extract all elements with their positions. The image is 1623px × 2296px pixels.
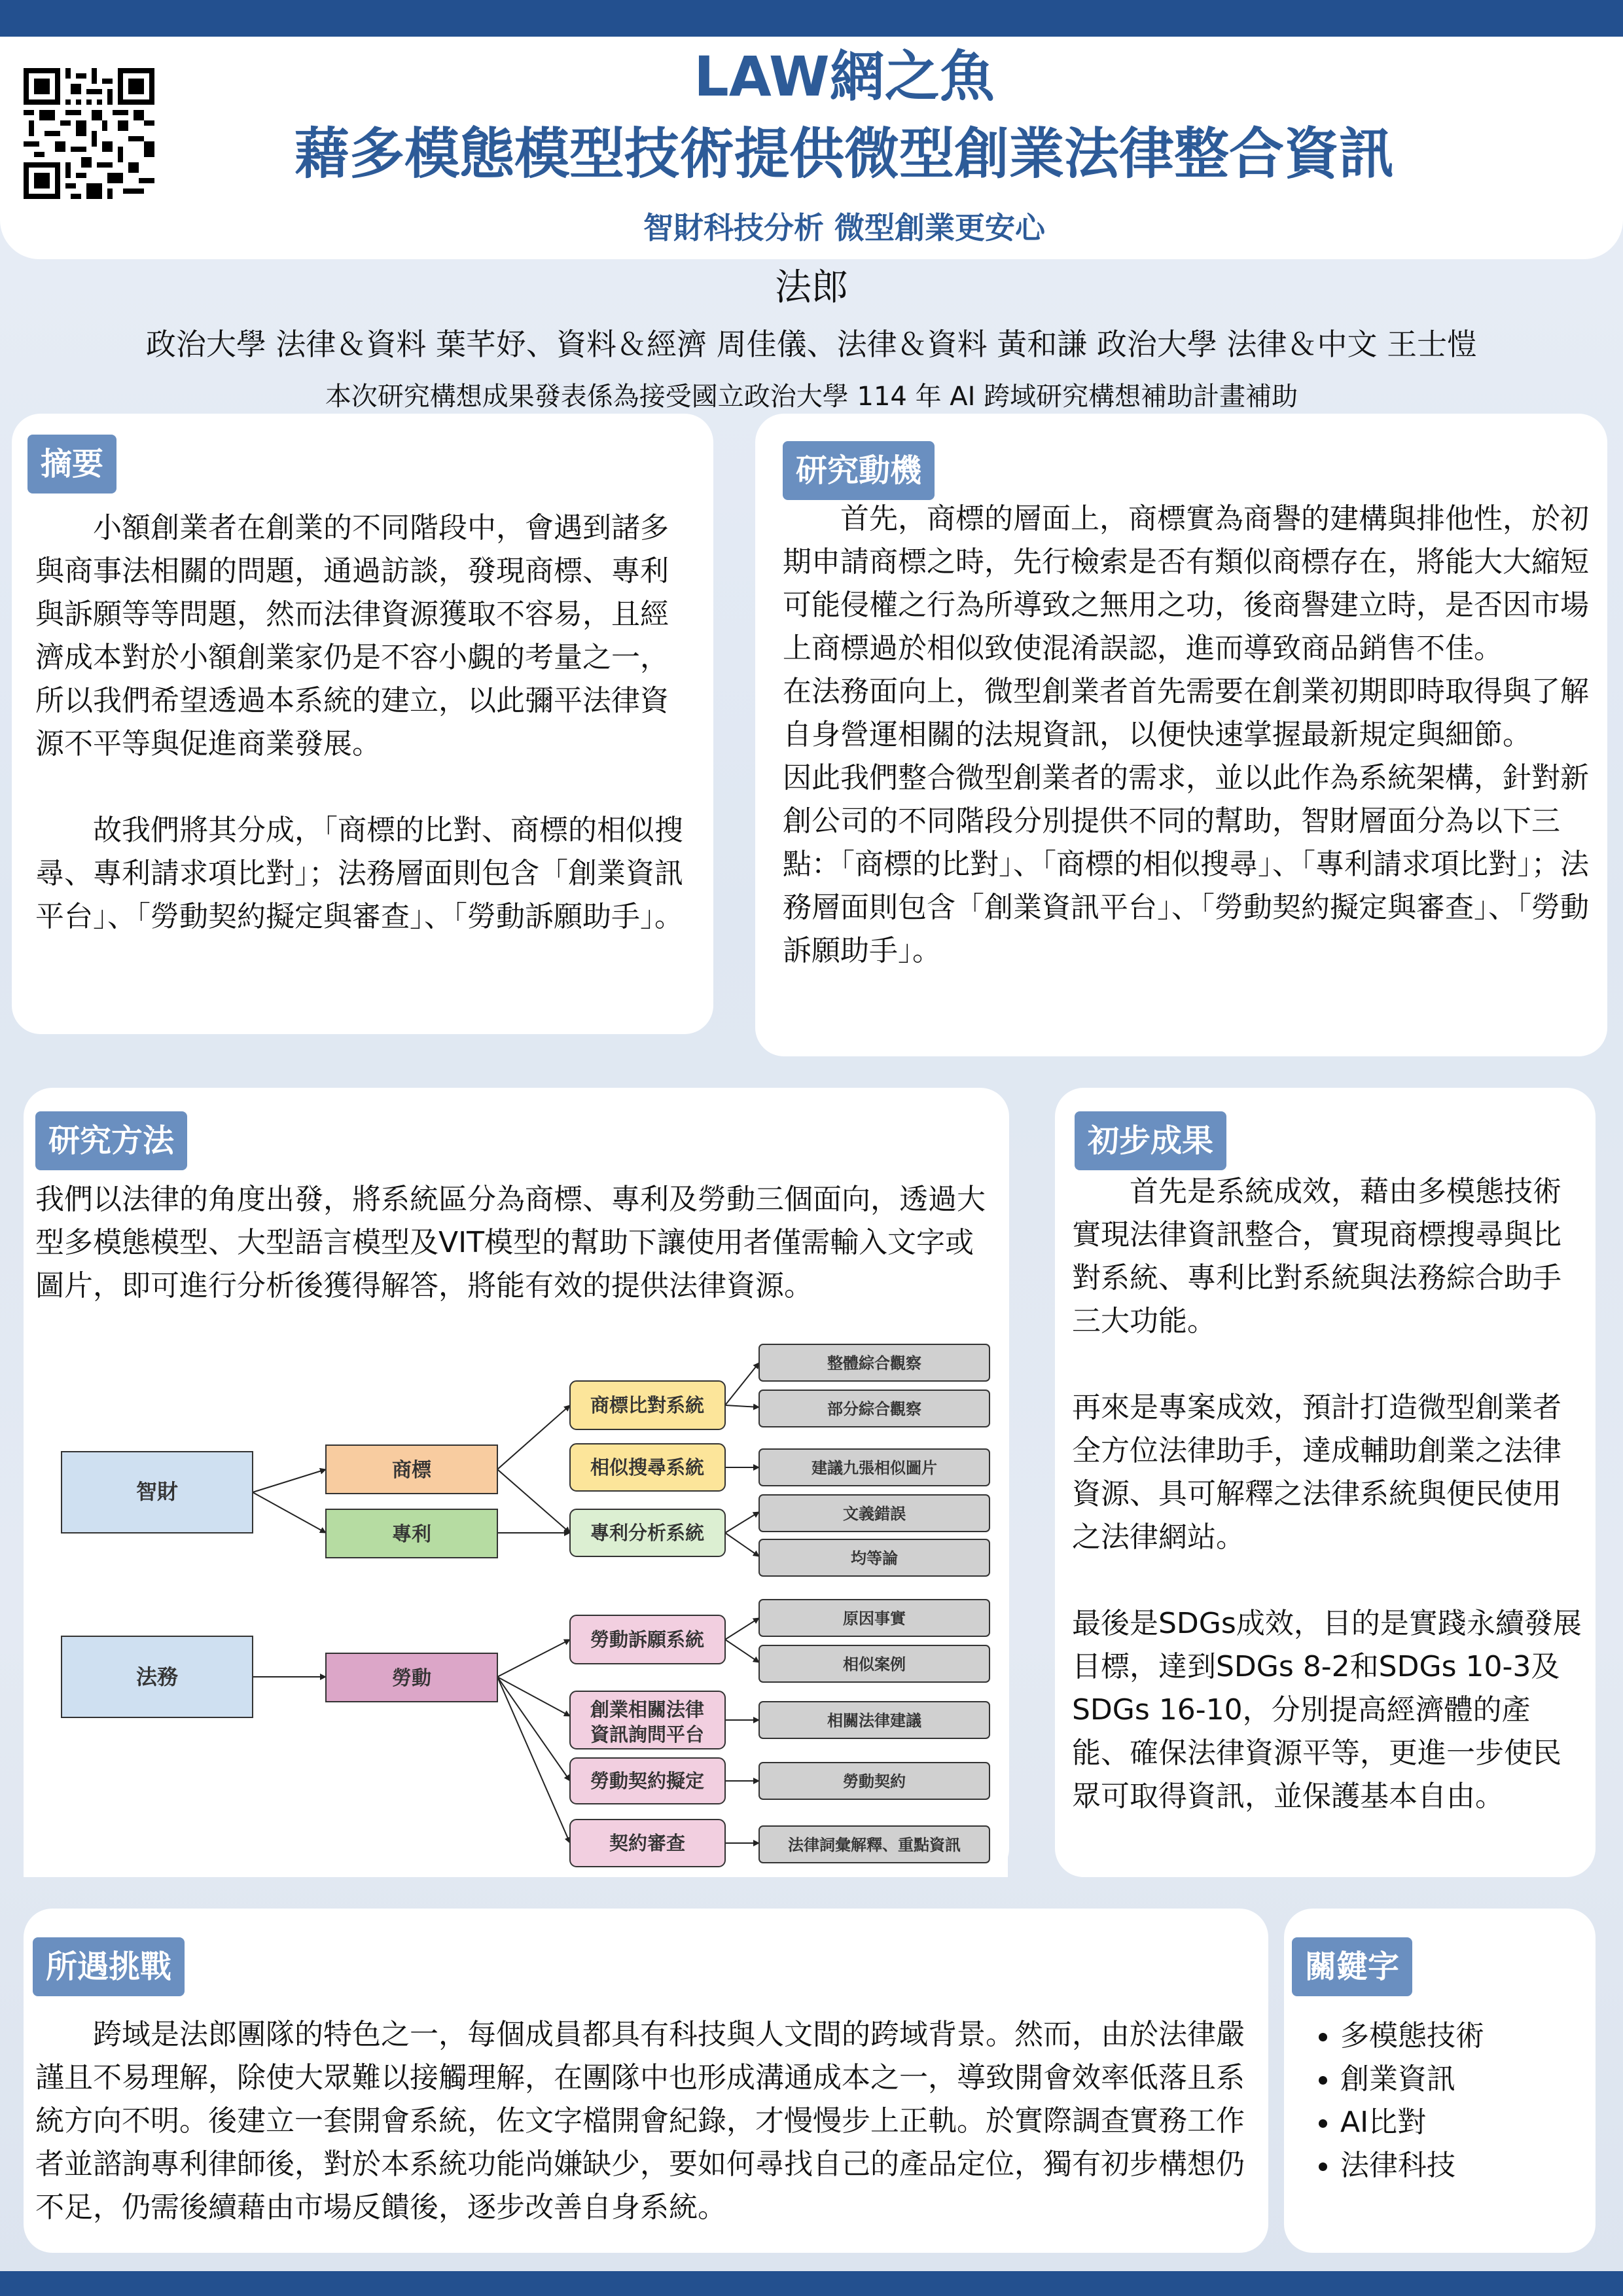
output-law-advice-label: 相關法律建議 bbox=[827, 1712, 921, 1730]
system-patent-analysis-label: 專利分析系統 bbox=[590, 1522, 705, 1544]
qr-code[interactable] bbox=[24, 68, 154, 199]
results-paragraph-2: 再來是專案成效，預計打造微型創業者全方位法律助手，達成輔助創業之法律資源、具可解釋之法律系統與便民使用之法律網站。 bbox=[1072, 1391, 1561, 1554]
results-text bbox=[1072, 1170, 1585, 1818]
keyword-item: • 創業資訊 bbox=[1340, 2058, 1615, 2101]
system-contract-review-label: 契約審查 bbox=[609, 1832, 686, 1854]
output-overall-label: 整體綜合觀察 bbox=[827, 1354, 921, 1372]
system-contract-draft-label: 勞動契約擬定 bbox=[590, 1770, 705, 1792]
poster-title-line1: LAW網之魚 bbox=[694, 45, 995, 109]
motivation-text bbox=[783, 497, 1594, 973]
keywords-heading: 關鍵字 bbox=[1292, 1937, 1412, 1996]
team-name: 法郎 bbox=[775, 266, 848, 309]
keyword-item: • AI比對 bbox=[1340, 2101, 1615, 2144]
challenges-heading: 所遇挑戰 bbox=[33, 1937, 185, 1996]
output-labor-contract-label: 勞動契約 bbox=[843, 1772, 906, 1791]
system-startup-info-label-2: 資訊詢問平台 bbox=[590, 1723, 705, 1746]
poster-title-line2: 藉多模態模型技術提供微型創業法律整合資訊 bbox=[294, 122, 1394, 186]
category-trademark-label: 商標 bbox=[392, 1459, 431, 1482]
domain-ip-label: 智財 bbox=[135, 1479, 179, 1504]
system-trademark-compare-label: 商標比對系統 bbox=[590, 1394, 705, 1416]
motivation-paragraph-3: 因此我們整合微型創業者的需求，並以此作為系統架構，針對新創公司的不同階段分別提供不同的幫助，智財層面分為以下三點：「商標的比對」、「商標的相似搜尋」、「專利請求項比對」；法務層面則包含「創業資訊平台」、「勞動契約擬定與審查」、「勞動訴願助手」。 bbox=[783, 761, 1589, 967]
results-paragraph-1: 首先是系統成效，藉由多模態技術實現法律資訊整合，實現商標搜尋與比對系統、專利比對系統與法務綜合助手三大功能。 bbox=[1072, 1175, 1561, 1338]
system-labor-appeal-label: 勞動訴願系統 bbox=[590, 1628, 705, 1651]
bottom-bar bbox=[0, 2271, 1623, 2296]
system-architecture-diagram bbox=[24, 1335, 1008, 1877]
category-labor-label: 勞動 bbox=[392, 1667, 431, 1690]
top-bar bbox=[0, 0, 1623, 37]
output-similar-cases-label: 相似案例 bbox=[843, 1655, 906, 1674]
diagram-svg bbox=[24, 1335, 1008, 1877]
motivation-heading: 研究動機 bbox=[783, 441, 935, 500]
poster-subtitle: 智財科技分析 微型創業更安心 bbox=[643, 210, 1045, 245]
abstract-paragraph-1: 小額創業者在創業的不同階段中，會遇到諸多與商事法相關的問題，通過訪談，發現商標、專利與訴願等等問題，然而法律資源獲取不容易，且經濟成本對於小額創業家仍是不容小覷的考量之一，所以我們希望透過本系統的建立，以此彌平法律資源不平等與促進商業發展。 bbox=[35, 511, 669, 761]
methods-text bbox=[35, 1178, 991, 1308]
motivation-paragraph-2: 在法務面向上，微型創業者首先需要在創業初期即時取得與了解自身營運相關的法規資訊，以便快速掌握最新規定與細節。 bbox=[783, 675, 1589, 751]
system-similar-search-label: 相似搜尋系統 bbox=[590, 1456, 705, 1479]
motivation-paragraph-1: 首先，商標的層面上，商標實為商譽的建構與排他性，於初期申請商標之時，先行檢索是否有類似商標存在，將能大大縮短可能侵權之行為所導致之無用之功，後商譽建立時，是否因市場上商標過於相似致使混淆誤認，進而導致商品銷售不佳。 bbox=[783, 502, 1589, 665]
author-list: 政治大學 法律＆資料 葉芊妤、資料＆經濟 周佳儀、法律＆資料 黃和謙 政治大學 法律＆中文 王士愷 bbox=[145, 327, 1478, 362]
output-equivalent-label: 均等論 bbox=[851, 1549, 898, 1568]
output-partial-label: 部分綜合觀察 bbox=[827, 1400, 921, 1418]
methods-paragraph-1: 我們以法律的角度出發，將系統區分為商標、專利及勞動三個面向，透過大型多模態模型、大型語言模型及VIT模型的幫助下讓使用者僅需輸入文字或圖片，即可進行分析後獲得解答，將能有效的提供法律資源。 bbox=[35, 1183, 986, 1302]
methods-heading: 研究方法 bbox=[35, 1111, 187, 1170]
keyword-item: • 多模態技術 bbox=[1340, 2015, 1615, 2058]
output-literal-label: 文義錯誤 bbox=[843, 1505, 906, 1523]
category-patent-label: 專利 bbox=[392, 1523, 431, 1546]
output-nine-similar-label: 建議九張相似圖片 bbox=[812, 1459, 937, 1477]
keyword-item: • 法律科技 bbox=[1340, 2144, 1615, 2187]
system-startup-info-label-1: 創業相關法律 bbox=[590, 1698, 705, 1721]
domain-legal-label: 法務 bbox=[135, 1664, 179, 1689]
funding-note: 本次研究構想成果發表係為接受國立政治大學 114 年 AI 跨域研究構想補助計畫補助 bbox=[325, 382, 1298, 412]
abstract-text bbox=[35, 507, 696, 939]
abstract-heading: 摘要 bbox=[27, 435, 116, 493]
output-term-explain-label: 法律詞彙解釋、重點資訊 bbox=[788, 1836, 961, 1854]
keyword-list bbox=[1308, 2015, 1615, 2187]
challenges-text bbox=[35, 2013, 1259, 2229]
abstract-paragraph-2: 故我們將其分成，「商標的比對、商標的相似搜尋、專利請求項比對」；法務層面則包含「創業資訊平台」、「勞動契約擬定與審查」、「勞動訴願助手」。 bbox=[35, 814, 683, 933]
output-facts-label: 原因事實 bbox=[843, 1609, 906, 1628]
results-heading: 初步成果 bbox=[1075, 1111, 1226, 1170]
challenges-paragraph-1: 跨域是法郎團隊的特色之一，每個成員都具有科技與人文間的跨域背景。然而，由於法律嚴謹且不易理解，除使大眾難以接觸理解，在團隊中也形成溝通成本之一，導致開會效率低落且系統方向不明。後建立一套開會系統，佐文字檔開會紀錄，才慢慢步上正軌。於實際調查實務工作者並諮詢專利律師後，對於本系統功能尚嫌缺少，要如何尋找自己的產品定位，獨有初步構想仍不足，仍需後續藉由市場反饋後，逐步改善自身系統。 bbox=[35, 2018, 1245, 2224]
results-paragraph-3: 最後是SDGs成效，目的是實踐永續發展目標，達到SDGs 8-2和SDGs 10-3及SDGs 16-10，分別提高經濟體的產能、確保法律資源平等，更進一步使民眾可取得資訊，並保護基本自由。 bbox=[1072, 1607, 1582, 1813]
